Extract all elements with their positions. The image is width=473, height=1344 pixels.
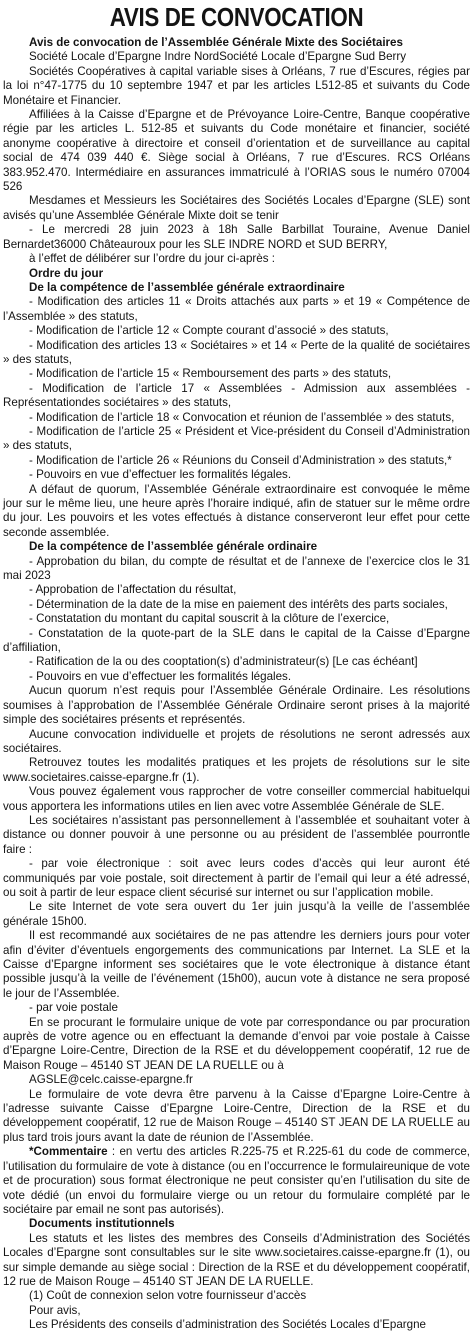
agenda-item: - Modification des articles 13 « Sociétaires » et 14 « Perte de la qualité de sociétaires » des statuts, <box>3 338 470 366</box>
para-no-convocation: Aucune convocation individuelle et projets de résolutions ne seront adressés aux sociétaires. <box>3 727 470 755</box>
heading-ordinary: De la compétence de l’assemblée générale ordinaire <box>29 540 318 554</box>
para-affiliation: Affiliées à la Caisse d’Epargne et de Prévoyance Loire-Centre, Banque coopérative régie par les articles L. 512-85 et suivants du Code monétaire et financier, société anonyme coopérative à directoire et conseil d’orientation et de surveillance au capital social de 474 039 440 €. Siège social à Orléans, 7 rue d’Escures. RCS Orléans 383.952.470. Intermédiaire en assurances immatriculé à l’ORIAS sous le numéro 07004 526 <box>3 108 470 194</box>
commentaire-text: : en vertu des articles R.225-75 et R.225-61 du code de commerce, l’utilisation du formulaire de vote à distance (ou en l’occurrence le formulaireunique de vote et de procuration) sous format électronique ne peut consister qu’en l’utilisation du site de vote dédié (un envoi du formulaire vierge ou un retour du formulaire complété par le sociétaire par email ne sont pas autorisés). <box>3 1145 470 1216</box>
para-website: Retrouvez toutes les modalités pratiques et les projets de résolutions sur le site www.societaires.caisse-epargne.fr (1). <box>3 756 470 784</box>
agenda-item: - Modification de l’article 26 « Réunions du Conseil d’Administration » des statuts,* <box>29 453 452 467</box>
para-quorum-ordinary: Aucun quorum n’est requis pour l’Assemblée Générale Ordinaire. Les résolutions soumises à l’approbation de l’Assemblée Générale Ordinaire seront prises à la majorité simple des sociétaires présents et représentés. <box>3 684 470 727</box>
para-commentaire <box>3 1145 470 1217</box>
agenda-item: - Détermination de la date de la mise en paiement des intérêts des parts sociales, <box>29 597 448 611</box>
para-form-request: En se procurant le formulaire unique de vote par correspondance ou par procuration auprès de votre agence ou en effectuant la demande d’envoi par voie postale à Caisse d’Epargne Loire-Centre, Direction de la RSE et du développement coopératif, 12 rue de Maison Rouge – 45140 ST JEAN DE LA RUELLE ou à <box>3 1015 470 1072</box>
commentaire-label: *Commentaire <box>29 1145 108 1159</box>
para-recommendation: Il est recommandé aux sociétaires de ne pas attendre les derniers jours pour voter afin d’éviter d’éventuels engorgements des communications par Internet. La SLE et la Caisse d’Epargne informent ses sociétaires que le vote électronique à distance étant possible jusqu’à la veille de l’événement (15h00), aucun vote à distance ne sera proposé le jour de l’Assemblée. <box>3 929 470 1000</box>
para-postal-vote: - par voie postale <box>29 1001 118 1015</box>
agenda-item: - Modification de l’article 15 « Remboursement des parts » des statuts, <box>29 367 392 381</box>
para-pour-avis: Pour avis, <box>29 1303 81 1317</box>
heading-extraordinary: De la compétence de l’assemblée générale extraordinaire <box>29 280 345 294</box>
heading-agenda: Ordre du jour <box>29 266 104 280</box>
agenda-item: - Pouvoirs en vue d’effectuer les formalités légales. <box>29 669 292 683</box>
agenda-item: - Modification de l’article 18 « Convocation et réunion de l’assemblée » des statuts, <box>29 410 455 424</box>
para-sle-names: Société Locale d’Epargne Indre NordSociété Locale d’Epargne Sud Berry <box>29 50 407 64</box>
notice-title: AVIS DE CONVOCATION <box>109 2 364 32</box>
heading-documents: Documents institutionnels <box>29 1217 175 1231</box>
para-footnote: (1) Coût de connexion selon votre fournisseur d’accès <box>29 1289 307 1303</box>
agenda-item: - Modification de l’article 17 « Assemblées - Admission aux assemblées - Représentationdes sociétaires » des statuts, <box>3 381 470 410</box>
para-remote-vote: Les sociétaires n’assistant pas personnellement à l’assemblée et souhaitant voter à distance ou donner pouvoir à une personne ou au président de l’assemblée pourrontle faire : <box>3 813 470 856</box>
para-statutes: Les statuts et les listes des membres des Conseils d’Administration des Sociétés Locales d’Epargne sont consultables sur le site www.societaires.caisse-epargne.fr (1), ou sur simple demande au siège social : Direction de la RSE et du développement coopératif, 12 rue de Maison Rouge – 45140 ST JEAN DE LA RUELLE. <box>3 1231 470 1288</box>
heading-convocation: Avis de convocation de l’Assemblée Générale Mixte des Sociétaires <box>29 36 403 49</box>
para-date-location: - Le mercredi 28 juin 2023 à 18h Salle Barbillat Touraine, Avenue Daniel Bernardet36000 Châteauroux pour les SLE INDRE NORD et SUD BERRY, <box>3 223 470 251</box>
agenda-item: - Modification des articles 11 « Droits attachés aux parts » et 19 « Compétence de l’Assemblée » des statuts, <box>3 295 470 323</box>
para-notice: Mesdames et Messieurs les Sociétaires des Sociétés Locales d’Epargne (SLE) sont avisés qu’une Assemblée Générale Mixte doit se tenir <box>3 194 470 222</box>
agenda-item: - Pouvoirs en vue d’effectuer les formalités légales. <box>29 468 292 482</box>
para-advisor: Vous pouvez également vous rapprocher de votre conseiller commercial habituelqui vous apportera les informations utiles en lien avec votre Assemblée Générale de SLE. <box>3 785 470 813</box>
para-cooperatives: Sociétés Coopératives à capital variable sises à Orléans, 7 rue d’Escures, régies par la loi n°47-1775 du 10 septembre 1947 et par les articles L512-85 et suivants du Code Monétaire et Financier. <box>3 64 470 107</box>
para-electronic-vote: - par voie électronique : soit avec leurs codes d’accès qui leur auront été communiqués par voie postale, soit directement à partir de l’email qui leur a été adressé, ou soit à partir de leur espace client sécurisé sur internet ou sur l’application mobile. <box>3 857 470 899</box>
agenda-item: - Modification de l’article 12 « Compte courant d’associé » des statuts, <box>29 324 389 338</box>
agenda-item: - Approbation du bilan, du compte de résultat et de l’annexe de l’exercice clos le 31 mai 2023 <box>3 554 470 583</box>
para-agenda-intro: à l’effet de délibérer sur l’ordre du jour ci-après : <box>29 252 275 266</box>
para-signature: Les Présidents des conseils d’administration des Sociétés Locales d’Epargne <box>29 1318 426 1332</box>
para-form-deadline: Le formulaire de vote devra être parvenu à la Caisse d’Epargne Loire-Centre à l’adresse suivante Caisse d’Epargne Loire-Centre, Direction de la RSE et du développement coopératif, 12 rue de Maison Rouge – 45140 ST JEAN DE LA RUELLE au plus tard trois jours avant la date de réunion de l’Assemblée. <box>3 1087 470 1144</box>
agenda-item: - Constatation de la quote-part de la SLE dans le capital de la Caisse d’Epargne d’affiliation, <box>3 626 470 655</box>
para-quorum-extraordinary: A défaut de quorum, l’Assemblée Générale extraordinaire est convoquée le même jour sur le même lieu, une heure après l’horaire indiqué, afin de statuer sur le même ordre du jour. Les pouvoirs et les votes effectués à distance conserveront leur effet pour cette seconde assemblée. <box>3 482 470 539</box>
agenda-item: - Approbation de l’affectation du résultat, <box>29 583 237 597</box>
agenda-item: - Ratification de la ou des cooptation(s) d’administrateur(s) [Le cas échéant] <box>29 655 418 669</box>
agenda-item: - Constatation du montant du capital souscrit à la clôture de l’exercice, <box>29 612 390 626</box>
agenda-item: - Modification de l’article 25 « Président et Vice-président du Conseil d’Administration » des statuts, <box>3 424 470 453</box>
para-vote-site-open: Le site Internet de vote sera ouvert du 1er juin jusqu’à la veille de l’assemblée générale 15h00. <box>3 900 470 928</box>
email-address: AGSLE@celc.caisse-epargne.fr <box>29 1073 193 1087</box>
